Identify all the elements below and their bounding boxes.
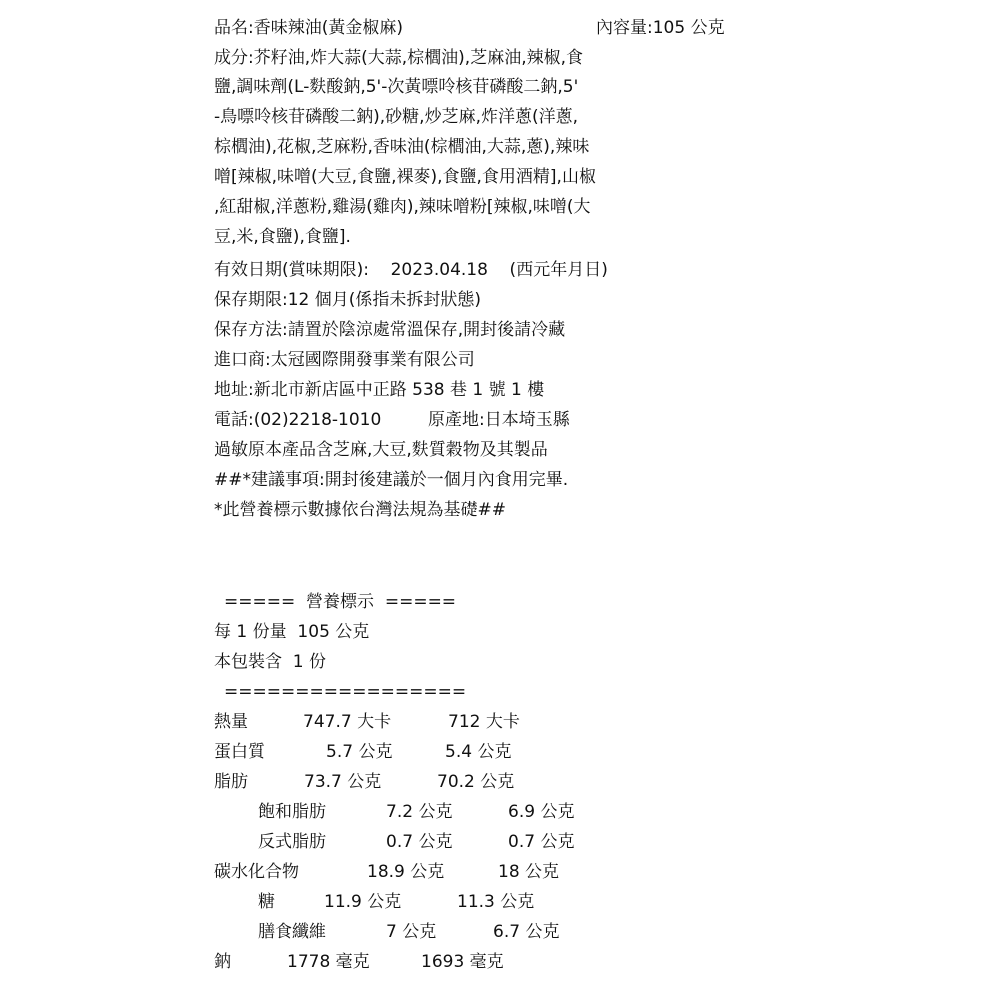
nutrient-per-100g: 1693 毫克 [421, 952, 504, 972]
nutrient-name: 膳食纖維 [258, 922, 326, 942]
basis-note: *此營養標示數據依台灣法規為基礎## [214, 500, 506, 520]
nutrient-name: 碳水化合物 [214, 862, 299, 882]
nutrition-divider: ================= [224, 682, 467, 702]
nutrient-per-serving: 18.9 公克 [367, 862, 445, 882]
nutrient-per-100g: 6.9 公克 [508, 802, 575, 822]
ingredients-line: 鹽,調味劑(L-麩酸鈉,5'-次黃嘌呤核苷磷酸二鈉,5' [214, 77, 579, 97]
ingredients-line: 棕櫚油),花椒,芝麻粉,香味油(棕櫚油,大蒜,蔥),辣味 [214, 137, 590, 157]
phone: 電話:(02)2218-1010 [214, 410, 382, 430]
nutrient-per-serving: 0.7 公克 [386, 832, 453, 852]
nutrient-per-serving: 7 公克 [386, 922, 437, 942]
servings-per-package: 本包裝含 1 份 [214, 652, 327, 672]
allergen-info: 過敏原本產品含芝麻,大豆,麩質穀物及其製品 [214, 440, 548, 460]
net-content: 內容量:105 公克 [596, 18, 725, 38]
nutrient-per-serving: 11.9 公克 [324, 892, 402, 912]
nutrition-title: ===== 營養標示 ===== [224, 592, 457, 612]
product-name: 品名:香味辣油(黃金椒麻) [214, 18, 403, 38]
nutrient-name: 蛋白質 [214, 742, 265, 762]
nutrient-per-100g: 70.2 公克 [437, 772, 515, 792]
nutrient-name: 糖 [258, 892, 275, 912]
nutrient-name: 熱量 [214, 712, 248, 732]
nutrient-name: 反式脂肪 [258, 832, 326, 852]
origin: 原產地:日本埼玉縣 [428, 410, 570, 430]
nutrient-per-100g: 18 公克 [498, 862, 560, 882]
ingredients-line: 噌[辣椒,味噌(大豆,食鹽,裸麥),食鹽,食用酒精],山椒 [214, 167, 596, 187]
nutrient-per-100g: 11.3 公克 [457, 892, 535, 912]
ingredients-line: -鳥嘌呤核苷磷酸二鈉),砂糖,炒芝麻,炸洋蔥(洋蔥, [214, 107, 579, 127]
nutrient-per-serving: 7.2 公克 [386, 802, 453, 822]
ingredients-line: ,紅甜椒,洋蔥粉,雞湯(雞肉),辣味噌粉[辣椒,味噌(大 [214, 197, 591, 217]
importer: 進口商:太冠國際開發事業有限公司 [214, 350, 475, 370]
suggestion: ##*建議事項:開封後建議於一個月內食用完畢. [214, 470, 569, 490]
nutrient-name: 飽和脂肪 [258, 802, 326, 822]
nutrient-per-100g: 712 大卡 [448, 712, 520, 732]
address: 地址:新北市新店區中正路 538 巷 1 號 1 樓 [214, 380, 545, 400]
nutrient-per-100g: 5.4 公克 [445, 742, 512, 762]
nutrient-per-serving: 73.7 公克 [304, 772, 382, 792]
nutrient-per-serving: 747.7 大卡 [303, 712, 392, 732]
ingredients-line: 成分:芥籽油,炸大蒜(大蒜,棕櫚油),芝麻油,辣椒,食 [214, 48, 584, 68]
storage-method: 保存方法:請置於陰涼處常溫保存,開封後請冷藏 [214, 320, 566, 340]
serving-size: 每 1 份量 105 公克 [214, 622, 370, 642]
nutrient-per-100g: 0.7 公克 [508, 832, 575, 852]
nutrient-name: 脂肪 [214, 772, 248, 792]
nutrient-per-serving: 5.7 公克 [326, 742, 393, 762]
nutrient-per-serving: 1778 毫克 [287, 952, 370, 972]
ingredients-line: 豆,米,食鹽),食鹽]. [214, 227, 351, 247]
nutrient-per-100g: 6.7 公克 [493, 922, 560, 942]
shelf-life: 保存期限:12 個月(係指未拆封狀態) [214, 290, 482, 310]
expiry-date: 有效日期(賞味期限): 2023.04.18 (西元年月日) [214, 260, 608, 280]
nutrient-name: 鈉 [214, 952, 231, 972]
